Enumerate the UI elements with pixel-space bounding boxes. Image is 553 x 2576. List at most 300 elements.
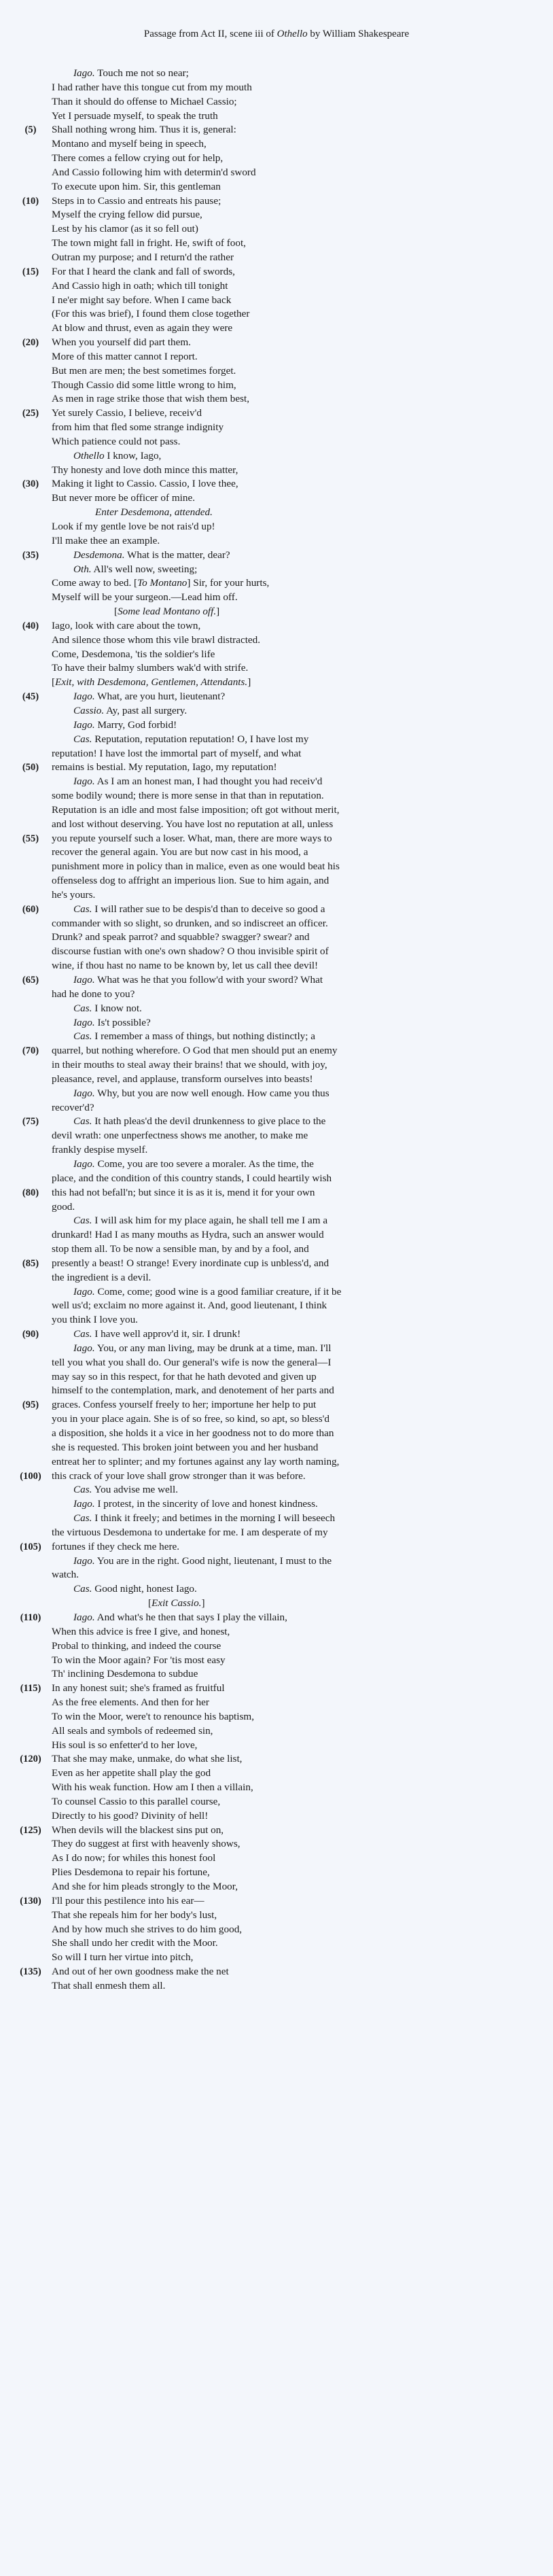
dialogue-text: And silence those whom this vile brawl distracted. [52, 633, 261, 646]
dialogue-text: And by how much she strives to do him good, [52, 1923, 243, 1935]
line-text [52, 279, 228, 294]
line-text [52, 336, 191, 350]
line-text [73, 1158, 314, 1172]
line-text [95, 506, 213, 520]
passage-line [0, 619, 553, 633]
line-text [52, 222, 198, 237]
passage-line [0, 1058, 553, 1073]
dialogue-text: quarrel, but nothing wherefore. O God that men should put an enemy [52, 1045, 338, 1057]
line-text [52, 464, 238, 478]
speaker-name: Cas. [73, 733, 92, 745]
dialogue-text: To counsel Cassio to this parallel course, [52, 1795, 221, 1807]
line-number: (125) [20, 1824, 41, 1836]
title-play: Othello [276, 29, 308, 39]
passage-line [0, 1766, 553, 1781]
passage-line [0, 1781, 553, 1795]
passage-line [0, 1370, 553, 1385]
speaker-name: Iago. [73, 691, 95, 703]
passage-line [0, 321, 553, 336]
passage-line [0, 874, 553, 888]
line-number: (45) [22, 691, 39, 703]
line-text [73, 67, 189, 81]
passage-line [0, 1214, 553, 1228]
dialogue-text: In any honest suit; she's framed as fruitful [52, 1682, 225, 1694]
passage-line [0, 1257, 553, 1271]
stage-direction: Exit Cassio. [151, 1597, 202, 1609]
dialogue-text: What, are you hurt, lieutenant? [94, 691, 226, 703]
passage-line [0, 1115, 553, 1129]
line-text [52, 945, 329, 959]
dialogue-text: ] [216, 606, 220, 618]
dialogue-text: But men are men; the best sometimes forget. [52, 364, 236, 377]
line-text [52, 1936, 218, 1951]
dialogue-text: Iago, look with care about the town, [52, 619, 201, 631]
dialogue-text: But never more be officer of mine. [52, 492, 196, 504]
dialogue-text: With his weak function. How am I then a villain, [52, 1781, 253, 1794]
dialogue-text: So will I turn her virtue into pitch, [52, 1951, 194, 1964]
line-text [52, 152, 223, 166]
dialogue-text: place, and the condition of this country stands, I could heartily wish [52, 1172, 332, 1184]
dialogue-text: this had not befall'n; but since it is as it is, mend it for your own [52, 1186, 315, 1198]
line-text [52, 265, 235, 279]
dialogue-text: Directly to his good? Divinity of hell! [52, 1809, 209, 1822]
line-text [52, 1101, 94, 1115]
dialogue-text: Is't possible? [94, 1016, 151, 1028]
dialogue-text: himself to the contemplation, mark, and denotement of her parts and [52, 1385, 334, 1397]
line-text [52, 1851, 215, 1866]
passage-line [0, 1526, 553, 1540]
line-text [52, 633, 260, 648]
passage-line [0, 1582, 553, 1597]
passage-line [0, 1654, 553, 1668]
dialogue-text: you in your place again. She is of so free, so kind, so apt, so bless'd [52, 1413, 329, 1425]
line-text [52, 251, 234, 265]
speaker-name: Iago. [73, 1285, 95, 1298]
dialogue-text: I had rather have this tongue cut from my mouth [52, 81, 252, 93]
dialogue-text: I know, Iago, [104, 449, 162, 462]
speaker-name: Iago. [73, 67, 95, 79]
line-text [73, 1497, 318, 1512]
line-text [52, 888, 95, 903]
dialogue-text: ] [247, 676, 251, 689]
line-text [52, 123, 236, 137]
dialogue-text: reputation! I have lost the immortal part of myself, and what [52, 747, 302, 759]
line-text [52, 818, 333, 832]
line-text [73, 775, 322, 789]
dialogue-text: you repute yourself such a loser. What, man, there are more ways to [52, 832, 332, 844]
line-number: (105) [20, 1541, 41, 1552]
dialogue-text: Ay, past all surgery. [104, 704, 188, 716]
line-text [52, 137, 207, 152]
passage-line [0, 194, 553, 209]
title-suffix: by William Shakespeare [307, 29, 410, 39]
speaker-name: Oth. [73, 563, 92, 575]
line-text [52, 379, 236, 393]
dialogue-text: may say so in this respect, for that he hath devoted and given up [52, 1370, 317, 1382]
passage-text [0, 67, 553, 1994]
passage-line [0, 109, 553, 124]
speaker-name: Cassio. [73, 704, 105, 716]
dialogue-text: punishment more in policy than in malice, even as one would beat his [52, 860, 340, 873]
line-number: (60) [22, 903, 39, 915]
passage-line [0, 1851, 553, 1866]
passage-line [0, 661, 553, 676]
passage-line [0, 1342, 553, 1356]
speaker-name: Cas. [73, 1002, 92, 1014]
dialogue-text: Shall nothing wrong him. Thus it is, general: [52, 124, 236, 136]
line-text [52, 1766, 211, 1781]
passage-line [0, 1186, 553, 1200]
line-text [52, 1654, 226, 1668]
passage-line [0, 761, 553, 775]
dialogue-text: Come, you are too severe a moraler. As the time, the [94, 1158, 314, 1170]
line-text [52, 832, 332, 846]
passage-line [0, 1625, 553, 1639]
passage-line [0, 1951, 553, 1965]
line-text [73, 1115, 325, 1129]
line-text [73, 1342, 331, 1356]
dialogue-text: You advise me well. [92, 1484, 178, 1496]
line-text [52, 959, 318, 973]
passage-line [0, 95, 553, 109]
line-number: (20) [22, 337, 39, 349]
line-text [52, 874, 329, 888]
passage-line [0, 959, 553, 973]
passage-line [0, 1965, 553, 1979]
dialogue-text: I will ask him for my place again, he shall tell me I am a [92, 1215, 328, 1227]
line-number: (95) [22, 1399, 39, 1411]
line-text [52, 95, 237, 109]
passage-line [0, 832, 553, 846]
line-text [52, 294, 231, 308]
dialogue-text: When this advice is free I give, and honest, [52, 1625, 230, 1637]
passage-line [0, 222, 553, 237]
dialogue-text: His soul is so enfetter'd to her love, [52, 1739, 198, 1751]
line-text [52, 1044, 338, 1058]
line-text [73, 1611, 287, 1625]
dialogue-text: Come away to bed. [ [52, 577, 138, 589]
line-text [52, 534, 160, 549]
passage-line [0, 1129, 553, 1143]
dialogue-text: Reputation is an idle and most false imposition; oft got without merit, [52, 803, 340, 816]
dialogue-text: You are in the right. Good night, lieutenant, I must to the [94, 1554, 332, 1567]
dialogue-text: And out of her own goodness make the net [52, 1966, 229, 1978]
passage-line [0, 1739, 553, 1753]
line-text [52, 1809, 208, 1824]
passage-line [0, 1285, 553, 1300]
line-number: (85) [22, 1257, 39, 1269]
passage-line [0, 520, 553, 534]
line-text [52, 803, 340, 818]
passage-line [0, 1497, 553, 1512]
line-text [52, 491, 195, 506]
passage-line [0, 491, 553, 506]
passage-line [0, 1540, 553, 1554]
dialogue-text: I will rather sue to be despis'd than to deceive so good a [92, 903, 325, 915]
speaker-name: Cas. [73, 1328, 92, 1340]
line-text [52, 364, 236, 379]
passage-line [0, 633, 553, 648]
speaker-name: Iago. [73, 1087, 95, 1099]
passage-line [0, 1412, 553, 1427]
dialogue-text: Look if my gentle love be not rais'd up! [52, 521, 215, 532]
line-text [52, 1526, 328, 1540]
dialogue-text: ] [201, 1597, 205, 1609]
passage-line [0, 1356, 553, 1370]
passage-line [0, 973, 553, 988]
line-number: (120) [20, 1754, 41, 1765]
line-text [52, 1710, 254, 1724]
line-number: (50) [22, 762, 39, 773]
passage-line [0, 180, 553, 194]
line-text [52, 846, 308, 860]
line-text [52, 1384, 334, 1398]
line-text [52, 1370, 317, 1385]
dialogue-text: Myself will be your surgeon.—Lead him off. [52, 591, 238, 604]
passage-line [0, 1313, 553, 1327]
passage-line [0, 1441, 553, 1455]
dialogue-text: Montano and myself being in speech, [52, 138, 207, 150]
dialogue-text: [ [148, 1597, 152, 1609]
dialogue-text: Outran my purpose; and I return'd the rather [52, 251, 234, 263]
dialogue-text: and lost without deserving. You have lost no reputation at all, unless [52, 818, 334, 830]
line-number: (100) [20, 1470, 41, 1482]
line-text [52, 194, 221, 209]
line-text [52, 350, 198, 364]
dialogue-text: Making it light to Cassio. Cassio, I love thee, [52, 478, 238, 490]
dialogue-text: from him that fled some strange indignity [52, 421, 224, 434]
line-text [52, 1469, 306, 1484]
speaker-name: Iago. [73, 1498, 95, 1510]
line-number: (35) [22, 549, 39, 561]
passage-line [0, 406, 553, 421]
passage-line [0, 818, 553, 832]
line-text [52, 860, 340, 874]
passage-line [0, 1936, 553, 1951]
passage-line [0, 1242, 553, 1257]
passage-line [0, 563, 553, 577]
dialogue-text: Probal to thinking, and indeed the course [52, 1639, 221, 1652]
line-text [52, 1356, 331, 1370]
line-text [52, 307, 249, 321]
title-prefix: Passage from Act II, scene iii of [143, 29, 277, 39]
line-text [52, 208, 202, 222]
passage-line [0, 1200, 553, 1215]
line-text [52, 1696, 209, 1710]
line-text [52, 661, 248, 676]
line-text [52, 406, 202, 421]
dialogue-text: And what's he then that says I play the villain, [94, 1611, 287, 1623]
line-text [73, 1016, 151, 1030]
dialogue-text: I think it freely; and betimes in the morning I will beseech [92, 1512, 336, 1525]
passage-line [0, 888, 553, 903]
passage-line [0, 1427, 553, 1441]
passage-line [0, 549, 553, 563]
passage-line [0, 1398, 553, 1412]
passage-line [0, 1639, 553, 1654]
dialogue-text: What was he that you follow'd with your sword? What [94, 974, 323, 986]
passage-line [0, 449, 553, 464]
dialogue-text: commander with so slight, so drunken, and so indiscreet an officer. [52, 917, 328, 929]
passage-line [0, 1228, 553, 1242]
dialogue-text: Reputation, reputation reputation! O, I have lost my [92, 733, 309, 745]
line-text [52, 392, 249, 406]
line-text [52, 1427, 334, 1441]
dialogue-text: When devils will the blackest sins put on, [52, 1824, 224, 1836]
line-text [52, 1625, 230, 1639]
line-text [52, 477, 238, 491]
passage-line [0, 1611, 553, 1625]
dialogue-text: Yet I persuade myself, to speak the truth [52, 109, 218, 122]
passage-line [0, 1101, 553, 1115]
passage-line [0, 1752, 553, 1766]
line-text [73, 903, 325, 917]
dialogue-text: fortunes if they check me here. [52, 1540, 180, 1552]
stage-direction: Enter Desdemona, attended. [95, 506, 213, 519]
dialogue-text: Even as her appetite shall play the god [52, 1767, 211, 1779]
line-text [52, 237, 246, 251]
line-text [52, 1568, 79, 1582]
passage-line [0, 534, 553, 549]
dialogue-text: I protest, in the sincerity of love and honest kindness. [94, 1498, 318, 1510]
dialogue-text: I'll make thee an example. [52, 534, 160, 546]
speaker-name: Cas. [73, 1583, 92, 1595]
dialogue-text: There comes a fellow crying out for help, [52, 152, 224, 164]
speaker-name: Iago. [73, 776, 95, 788]
passage-line [0, 775, 553, 789]
line-text [52, 166, 256, 180]
passage-line [0, 591, 553, 605]
line-text [52, 1781, 253, 1795]
dialogue-text: the virtuous Desdemona to undertake for me. I am desperate of my [52, 1526, 328, 1538]
line-text [148, 1597, 205, 1611]
passage-line [0, 1271, 553, 1285]
line-text [73, 1087, 329, 1101]
dialogue-text: Lest by his clamor (as it so fell out) [52, 223, 198, 235]
dialogue-text: good. [52, 1200, 75, 1213]
line-text [52, 747, 301, 761]
passage-line [0, 1512, 553, 1526]
passage-line [0, 208, 553, 222]
passage-line [0, 265, 553, 279]
dialogue-text: she is requested. This broken joint between you and her husband [52, 1441, 319, 1453]
passage-line [0, 1894, 553, 1909]
passage-line [0, 1087, 553, 1101]
dialogue-text: I'll pour this pestilence into his ear— [52, 1894, 204, 1907]
dialogue-text: As I do now; for whiles this honest fool [52, 1852, 216, 1864]
passage-line [0, 789, 553, 803]
line-text [52, 761, 277, 775]
line-text [52, 1540, 179, 1554]
dialogue-text: To have their balmy slumbers wak'd with strife. [52, 662, 249, 674]
passage-line [0, 917, 553, 931]
passage-line [0, 1824, 553, 1838]
dialogue-text: Come, Desdemona, 'tis the soldier's life [52, 648, 215, 660]
line-text [52, 1639, 221, 1654]
dialogue-text: you think I love you. [52, 1314, 138, 1326]
passage-line [0, 137, 553, 152]
line-text [73, 1285, 341, 1300]
dialogue-text: Good night, honest Iago. [92, 1583, 197, 1595]
dialogue-text: And Cassio high in oath; which till tonight [52, 279, 228, 292]
line-text [52, 1143, 147, 1158]
line-text [52, 930, 310, 945]
line-text [52, 1965, 229, 1979]
speaker-name: Cas. [73, 903, 92, 915]
line-number: (5) [24, 124, 37, 136]
passage-line [0, 350, 553, 364]
passage-line [0, 1979, 553, 1994]
dialogue-text: For that I heard the clank and fall of swords, [52, 265, 235, 277]
dialogue-text: had he done to you? [52, 988, 135, 1000]
line-text [73, 973, 323, 988]
line-text [114, 605, 219, 619]
line-text [73, 1030, 315, 1044]
passage-line [0, 392, 553, 406]
passage-line [0, 364, 553, 379]
line-text [52, 1228, 324, 1242]
speaker-name: Iago. [73, 1016, 95, 1028]
passage-line [0, 1880, 553, 1894]
passage-line [0, 1923, 553, 1937]
line-text [52, 789, 324, 803]
passage-line [0, 1327, 553, 1342]
dialogue-text: Drunk? and speak parrot? and squabble? swagger? swear? and [52, 931, 310, 943]
dialogue-text: this crack of your love shall grow stronger than it was before. [52, 1469, 306, 1482]
passage-line [0, 477, 553, 491]
dialogue-text: discourse fustian with one's own shadow? O thou invisible spirit of [52, 945, 329, 958]
line-text [73, 690, 225, 704]
line-number: (70) [22, 1045, 39, 1057]
dialogue-text: Plies Desdemona to repair his fortune, [52, 1866, 210, 1879]
dialogue-text: in their mouths to steal away their brains! that we should, with joy, [52, 1059, 327, 1071]
line-text [52, 1795, 220, 1809]
line-text [52, 1951, 193, 1965]
passage-line [0, 506, 553, 520]
dialogue-text: As the free elements. And then for her [52, 1696, 209, 1709]
speaker-name: Cas. [73, 1512, 92, 1525]
dialogue-text: entreat her to splinter; and my fortunes against any lay worth naming, [52, 1455, 340, 1467]
passage-line [0, 166, 553, 180]
line-text [73, 449, 161, 464]
passage-line [0, 1158, 553, 1172]
passage-line [0, 1682, 553, 1696]
dialogue-text: Though Cassio did some little wrong to him, [52, 379, 236, 391]
line-text [52, 648, 215, 662]
line-number: (30) [22, 478, 39, 490]
passage-line [0, 803, 553, 818]
dialogue-text: recover'd? [52, 1101, 94, 1113]
line-text [52, 1271, 151, 1285]
line-text [52, 988, 135, 1002]
passage-line [0, 421, 553, 435]
line-text [52, 591, 238, 605]
line-text [52, 1455, 339, 1469]
line-text [52, 1186, 315, 1200]
dialogue-text: To win the Moor, were't to renounce his baptism, [52, 1710, 255, 1722]
dialogue-text: When you yourself did part them. [52, 336, 191, 349]
passage-line [0, 1568, 553, 1582]
speaker-name: Iago. [73, 1342, 95, 1354]
speaker-name: Iago. [73, 718, 95, 731]
passage-line [0, 605, 553, 619]
passage-line [0, 1299, 553, 1313]
passage-line [0, 988, 553, 1002]
line-text [52, 1412, 329, 1427]
speaker-name: Othello [73, 449, 105, 462]
passage-line [0, 1554, 553, 1569]
line-text [52, 1172, 332, 1186]
